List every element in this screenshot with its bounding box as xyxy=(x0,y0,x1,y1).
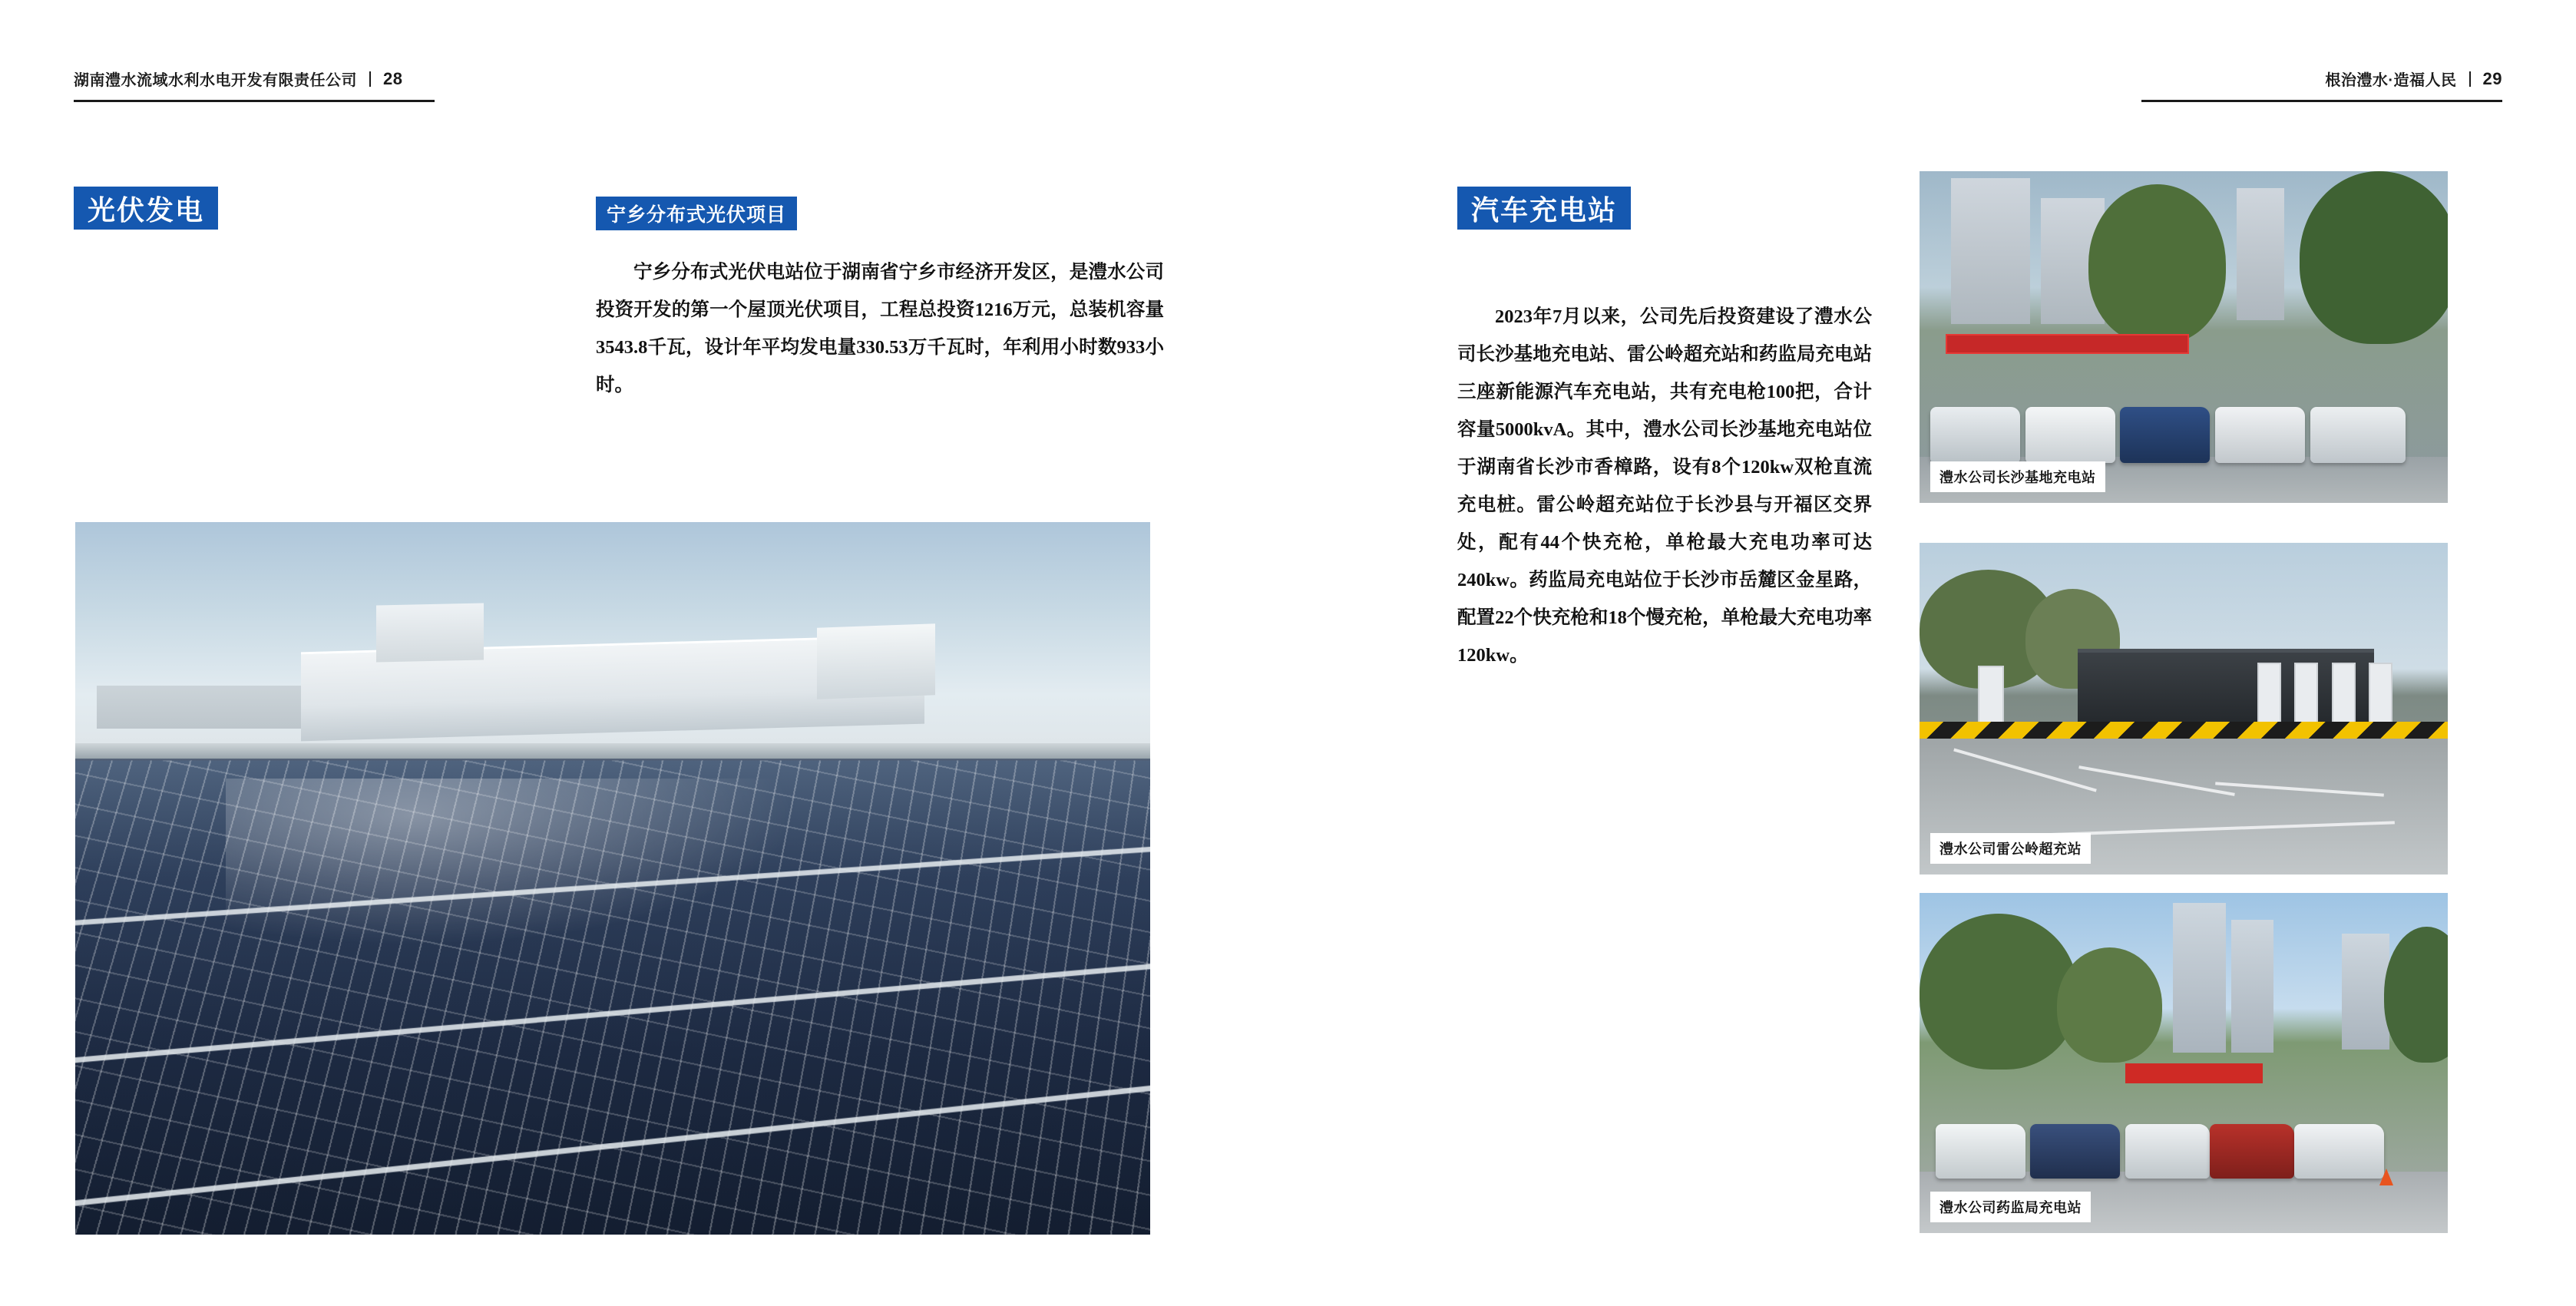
photo-lot-line xyxy=(2215,782,2384,796)
photo-car xyxy=(2125,1124,2210,1179)
photo-office-block xyxy=(376,603,484,662)
page-number-left: 28 xyxy=(383,68,403,88)
subsection-title-ningxiang-label: 宁乡分布式光伏项目 xyxy=(607,204,787,226)
photo-curb-stripe xyxy=(1920,722,2448,739)
photo-car xyxy=(2120,407,2210,463)
photo-distant-buildings xyxy=(97,686,312,729)
photo-rooftop-solar-array xyxy=(75,522,1150,1235)
photo-red-banner xyxy=(2125,1063,2263,1084)
photo-roof-edge xyxy=(75,743,1150,759)
photo-panel-seam xyxy=(75,951,1150,1074)
photo-leigongling-supercharging-station xyxy=(1920,543,2448,875)
photo-car xyxy=(2030,1124,2120,1179)
photo-caption: 澧水公司长沙基地充电站 xyxy=(1930,461,2105,492)
photo-building xyxy=(1951,178,2030,324)
photo-car xyxy=(2210,1124,2294,1179)
section-title-charging-station-label: 汽车充电站 xyxy=(1471,193,1618,226)
photo-tree xyxy=(2088,184,2226,343)
photo-building xyxy=(2173,903,2226,1053)
photo-building xyxy=(2231,920,2273,1053)
header-rule-left xyxy=(74,100,435,102)
photo-lot-line xyxy=(2079,765,2236,796)
photo-building xyxy=(2342,934,2389,1050)
photo-right-building xyxy=(817,623,935,699)
photo-canopy xyxy=(2078,649,2373,725)
body-text-charging-station: 2023年7月以来，公司先后投资建设了澧水公司长沙基地充电站、雷公岭超充站和药监局充电站三座新能源汽车充电站，共有充电枪100把，合计容量5000kvA。其中，澧水公司长沙基地充电站位于湖南省长沙市香樟路，设有8个120kw双枪直流充电桩。雷公岭超充站位于长沙县与开福区交界处，配有44个快充枪，单枪最大充电功率可达240kw。药监局充电站位于长沙市岳麓区金星路，配置22个快充枪和18个慢充枪，单枪最大充电功率120kw。 xyxy=(1457,306,1872,666)
header-rule-right xyxy=(2141,100,2502,102)
photo-tree xyxy=(1920,914,2078,1070)
photo-tree xyxy=(2300,171,2448,344)
photo-caption: 澧水公司药监局充电站 xyxy=(1930,1192,2091,1222)
photo-caption: 澧水公司雷公岭超充站 xyxy=(1930,833,2091,864)
photo-sun-glare xyxy=(226,779,849,964)
photo-changsha-base-charging-station xyxy=(1920,171,2448,503)
page-number-right: 29 xyxy=(2482,68,2502,88)
photo-car xyxy=(2215,407,2305,463)
running-head-separator xyxy=(369,71,371,87)
photo-car xyxy=(1936,1124,2025,1179)
running-head-right xyxy=(2325,68,2502,90)
body-text-photovoltaic: 宁乡分布式光伏电站位于湖南省宁乡市经济开发区，是澧水公司投资开发的第一个屋顶光伏项目，工程总投资1216万元，总装机容量3543.8千瓦，设计年平均发电量330.53万千瓦时，年利用小时数933小时。 xyxy=(596,262,1164,395)
running-head-left xyxy=(74,68,402,90)
section-title-photovoltaic xyxy=(74,187,218,230)
photo-car xyxy=(2025,407,2115,463)
subsection-title-ningxiang xyxy=(596,197,797,230)
running-head-separator xyxy=(2469,71,2471,87)
section-title-photovoltaic-label: 光伏发电 xyxy=(88,193,205,226)
section-title-charging-station xyxy=(1457,187,1631,230)
running-head-right-text: 根治澧水·造福人民 xyxy=(2325,72,2457,89)
photo-tree xyxy=(2057,947,2163,1063)
photo-car xyxy=(2294,1124,2384,1179)
photo-panel-seam xyxy=(75,1069,1150,1221)
photo-car xyxy=(1930,407,2020,463)
running-head-left-text: 湖南澧水流域水利水电开发有限责任公司 xyxy=(74,72,357,89)
photo-car xyxy=(2310,407,2406,463)
photo-red-banner xyxy=(1946,334,2188,354)
photo-traffic-cone xyxy=(2379,1169,2393,1185)
photo-lot-line xyxy=(1953,748,2096,792)
photo-building xyxy=(2237,188,2284,321)
photo-yaojianju-charging-station xyxy=(1920,893,2448,1233)
photo-tree xyxy=(2384,927,2448,1063)
